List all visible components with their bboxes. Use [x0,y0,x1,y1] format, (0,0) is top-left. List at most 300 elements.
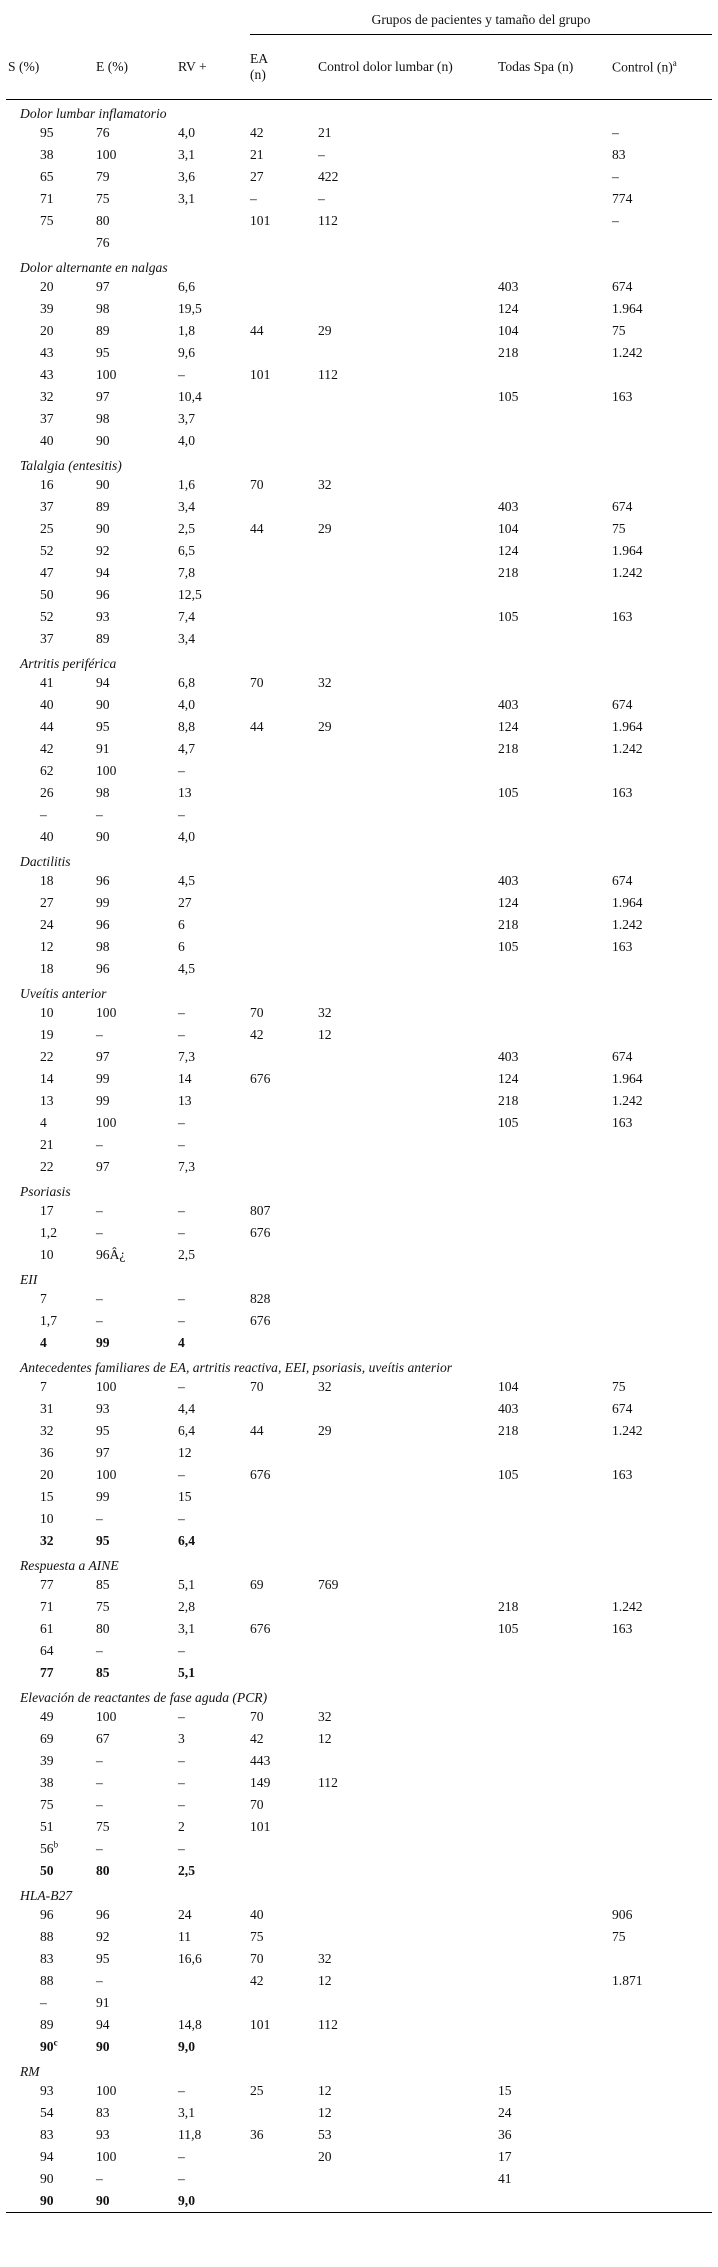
cell-rv: 8,8 [178,719,195,734]
table-row [6,518,712,540]
cell-control-lumbar [318,936,498,958]
cell-e: 99 [96,1335,110,1350]
cell-rv: 19,5 [178,301,202,316]
cell-control: 1.242 [612,741,643,756]
cell-control: 1.242 [612,1093,643,1108]
cell-rv: 6,4 [178,1423,195,1438]
table-row [6,694,712,716]
cell-e: 80 [96,213,110,228]
cell-spa [498,408,612,430]
table-row [6,1464,712,1486]
cell-rv: 13 [178,1093,192,1108]
cell-s: 15 [40,1489,54,1504]
cell-control-lumbar [318,1860,498,1882]
cell-e: 79 [96,169,110,184]
table-row [6,1200,712,1222]
footnote-marker: c [53,2037,58,2048]
cell-spa [498,1442,612,1464]
section-row [6,650,712,672]
cell-control-lumbar [318,342,498,364]
cell-spa [498,1662,612,1684]
table-row [6,430,712,452]
cell-s: 1,2 [40,1225,57,1240]
cell-control: 674 [612,1401,633,1416]
table-row [6,298,712,320]
cell-ea: 101 [250,213,271,228]
cell-control-lumbar [318,1156,498,1178]
cell-control-lumbar: 12 [318,1027,332,1042]
cell-e: 100 [96,763,117,778]
cell-spa [498,1156,612,1178]
table-row [6,1156,712,1178]
cell-control-lumbar: 21 [318,125,332,140]
cell-rv: 3,1 [178,191,195,206]
cell-control: 1.964 [612,301,643,316]
cell-control [612,2014,712,2036]
cell-rv: 4,0 [178,125,195,140]
cell-control-lumbar [318,1464,498,1486]
cell-s: 20 [40,1467,54,1482]
cell-rv: 4,5 [178,961,195,976]
table-row [6,672,712,694]
cell-ea: 101 [250,367,271,382]
cell-e: – [96,1225,103,1240]
cell-s: 37 [40,631,54,646]
cell-e: 90 [96,521,110,536]
cell-rv: 4 [178,1335,185,1350]
cell-spa [498,1640,612,1662]
cell-ea: 676 [250,1313,271,1328]
cell-control-lumbar [318,1090,498,1112]
cell-ea [250,936,318,958]
cell-ea [250,1992,318,2014]
table-row [6,210,712,232]
cell-rv: – [178,1313,185,1328]
section-row [6,1882,712,1904]
cell-control-lumbar [318,1904,498,1926]
cell-spa [498,2190,612,2213]
cell-s: 32 [40,1533,54,1548]
cell-control [612,2168,712,2190]
cell-e: 99 [96,1489,110,1504]
cell-s: 41 [40,675,54,690]
cell-rv: 4,0 [178,433,195,448]
table-row [6,1486,712,1508]
cell-control [612,1728,712,1750]
cell-control-lumbar: 12 [318,2105,332,2120]
table-row [6,2080,712,2102]
table-row [6,1398,712,1420]
cell-s: 31 [40,1401,54,1416]
cell-spa [498,584,612,606]
cell-e: – [96,1643,103,1658]
cell-spa [498,804,612,826]
cell-control [612,1024,712,1046]
cell-ea [250,540,318,562]
cell-control [612,2080,712,2102]
cell-ea: 42 [250,1027,264,1042]
cell-s: 20 [40,279,54,294]
cell-spa [498,1970,612,1992]
cell-ea: 676 [250,1621,271,1636]
cell-spa: 403 [498,697,519,712]
table-row [6,1376,712,1398]
cell-s: 93 [40,2083,54,2098]
table-row [6,958,712,980]
table-row [6,2146,712,2168]
cell-spa [498,166,612,188]
cell-control-lumbar [318,1244,498,1266]
cell-rv: – [178,2083,185,2098]
cell-ea [250,276,318,298]
cell-ea: 70 [250,1709,264,1724]
cell-rv: – [178,1797,185,1812]
cell-s: 16 [40,477,54,492]
cell-control-lumbar: 32 [318,1005,332,1020]
cell-control [612,232,712,254]
cell-rv: 3,1 [178,147,195,162]
col-header-e: E (%) [96,58,129,74]
cell-spa [498,1816,612,1838]
cell-e: 95 [96,1423,110,1438]
table-row [6,914,712,936]
cell-rv: 27 [178,895,192,910]
cell-e: 90 [96,829,110,844]
cell-ea [250,628,318,650]
cell-control-lumbar: 112 [318,1775,338,1790]
cell-spa [498,1750,612,1772]
cell-control: 163 [612,609,633,624]
table-row [6,1024,712,1046]
table-row [6,144,712,166]
cell-e: 98 [96,301,110,316]
cell-e: 92 [96,543,110,558]
cell-s: 36 [40,1445,54,1460]
table-row [6,1728,712,1750]
cell-e: 96 [96,587,110,602]
cell-s: 32 [40,389,54,404]
cell-spa [498,474,612,496]
cell-s: 32 [40,1423,54,1438]
table-row [6,1068,712,1090]
col-header-s: S (%) [8,58,40,74]
cell-e: – [96,1137,103,1152]
table-row [6,2102,712,2124]
cell-control: 674 [612,1049,633,1064]
cell-s: 24 [40,917,54,932]
cell-rv: 6,5 [178,543,195,558]
cell-s [6,232,96,254]
cell-spa: 218 [498,741,519,756]
cell-spa [498,430,612,452]
cell-rv: – [178,1753,185,1768]
cell-spa [498,1772,612,1794]
cell-ea [250,496,318,518]
cell-rv: – [178,1137,185,1152]
cell-s: 40 [40,697,54,712]
cell-ea [250,2036,318,2058]
cell-s: 88 [40,1973,54,1988]
cell-rv: 4,7 [178,741,195,756]
cell-rv: 9,0 [178,2190,250,2213]
cell-spa [498,1508,612,1530]
cell-control-lumbar [318,958,498,980]
cell-spa: 41 [498,2171,512,2186]
table-row [6,166,712,188]
cell-e: 75 [96,1599,110,1614]
cell-s: – [40,1995,47,2010]
cell-control-lumbar [318,1596,498,1618]
cell-ea [250,386,318,408]
cell-spa [498,1222,612,1244]
cell-e: 95 [96,345,110,360]
cell-control [612,1860,712,1882]
cell-s: 17 [40,1203,54,1218]
cell-control [612,1750,712,1772]
cell-s: 49 [40,1709,54,1724]
cell-e: – [96,1203,103,1218]
cell-ea [250,782,318,804]
cell-control-lumbar [318,1222,498,1244]
cell-spa: 403 [498,873,519,888]
cell-spa [498,1244,612,1266]
cell-control: 163 [612,1621,633,1636]
cell-e: 89 [96,631,110,646]
cell-control [612,2190,712,2213]
cell-s: 51 [40,1819,54,1834]
table-row [6,2168,712,2190]
cell-ea [250,408,318,430]
cell-ea: 44 [250,719,264,734]
cell-ea: 42 [250,125,264,140]
cell-ea [250,1838,318,1860]
cell-s: 75 [40,213,54,228]
cell-control [612,958,712,980]
cell-s: 21 [40,1137,54,1152]
cell-spa [498,1024,612,1046]
cell-spa [498,826,612,848]
cell-s: 4 [40,1115,47,1130]
cell-rv: 3,7 [178,411,195,426]
cell-ea: 828 [250,1291,271,1306]
cell-ea [250,1442,318,1464]
cell-control-lumbar [318,738,498,760]
cell-rv: – [178,1005,185,1020]
cell-control: 1.964 [612,1071,643,1086]
cell-control [612,1992,712,2014]
cell-ea [250,1134,318,1156]
cell-s: 83 [40,2127,54,2142]
section-row [6,1266,712,1288]
cell-e: 96 [96,961,110,976]
cell-e: 97 [96,389,110,404]
cell-control-lumbar [318,496,498,518]
cell-control-lumbar: 112 [318,2017,338,2032]
cell-spa: 105 [498,1115,519,1130]
cell-e: 90 [96,2039,110,2054]
cell-rv: 4,4 [178,1401,195,1416]
cell-rv: – [178,2171,185,2186]
cell-ea [250,870,318,892]
cell-ea: 70 [250,675,264,690]
cell-rv: 6,6 [178,279,195,294]
cell-e: 67 [96,1731,110,1746]
cell-control [612,760,712,782]
cell-s: 12 [40,939,54,954]
col-header-control-lumbar: Control dolor lumbar (n) [318,59,453,74]
cell-control-lumbar [318,2036,498,2058]
cell-s: 88 [40,1929,54,1944]
cell-ea [250,1486,318,1508]
section-row [6,100,712,123]
cell-rv: 1,6 [178,477,195,492]
cell-rv: – [178,763,185,778]
cell-spa: 124 [498,1071,519,1086]
cell-control [612,364,712,386]
cell-control-lumbar [318,540,498,562]
cell-ea: 21 [250,147,264,162]
section-title: Antecedentes familiares de EA, artritis reactiva, EEI, psoriasis, uveítis anterior [20,1360,453,1375]
table-row [6,1222,712,1244]
cell-rv: 3,1 [178,1621,195,1636]
cell-rv: – [178,1709,185,1724]
cell-control-lumbar [318,892,498,914]
table-row [6,716,712,738]
table-row [6,1772,712,1794]
table-row [6,1816,712,1838]
cell-control-lumbar: 32 [318,1709,332,1724]
cell-s: 52 [40,609,54,624]
cell-control [612,2036,712,2058]
cell-control-lumbar [318,1838,498,1860]
data-table [6,6,712,2213]
cell-spa: 218 [498,1599,519,1614]
cell-ea [250,738,318,760]
cell-control-lumbar: 12 [318,2083,332,2098]
section-row [6,452,712,474]
cell-control-lumbar [318,694,498,716]
cell-spa: 104 [498,323,519,338]
cell-control-lumbar: 112 [318,213,338,228]
cell-rv: – [178,1379,185,1394]
cell-e: – [96,1841,103,1856]
cell-s: 43 [40,345,54,360]
cell-e: 100 [96,2083,117,2098]
cell-control-lumbar [318,1288,498,1310]
cell-e: 80 [96,1863,110,1878]
cell-ea [250,1156,318,1178]
cell-control: 75 [612,323,626,338]
cell-s: 4 [40,1335,47,1350]
cell-control-lumbar [318,804,498,826]
cell-e: 96 [96,873,110,888]
cell-control: 1.242 [612,345,643,360]
cell-ea [250,826,318,848]
cell-s: 71 [40,1599,54,1614]
cell-e: 96Â¿ [96,1247,126,1262]
section-title: Elevación de reactantes de fase aguda (PCR) [20,1690,268,1705]
cell-s: 94 [40,2149,54,2164]
cell-ea [250,804,318,826]
cell-control: 75 [612,1929,626,1944]
table-row [6,1134,712,1156]
cell-control: 75 [612,1379,626,1394]
cell-spa: 403 [498,1049,519,1064]
cell-spa [498,1200,612,1222]
cell-e: 89 [96,323,110,338]
cell-control: 1.242 [612,917,643,932]
cell-control-lumbar: – [318,147,325,162]
table-row [6,1420,712,1442]
cell-ea: 676 [250,1467,271,1482]
cell-rv: 3 [178,1731,185,1746]
cell-e: 76 [96,125,110,140]
cell-ea: 676 [250,1071,271,1086]
cell-control: 163 [612,389,633,404]
cell-ea: 70 [250,1379,264,1394]
cell-ea: 25 [250,2083,264,2098]
section-title: HLA-B27 [20,1888,73,1903]
cell-ea [250,1662,318,1684]
cell-ea: 69 [250,1577,264,1592]
cell-rv: – [178,1511,185,1526]
table-row [6,386,712,408]
table-row [6,1860,712,1882]
section-row [6,1178,712,1200]
cell-spa: 218 [498,1093,519,1108]
cell-e: – [96,1027,103,1042]
cell-e: – [96,2171,103,2186]
cell-s: 43 [40,367,54,382]
cell-rv [178,210,250,232]
table-row [6,1706,712,1728]
cell-e: – [96,1511,103,1526]
cell-spa [498,1904,612,1926]
cell-s: 1,7 [40,1313,57,1328]
cell-e: 100 [96,367,117,382]
cell-control [612,1222,712,1244]
cell-spa [498,210,612,232]
cell-control-lumbar [318,1046,498,1068]
cell-e: 94 [96,565,110,580]
cell-s: 42 [40,741,54,756]
cell-control: 1.242 [612,565,643,580]
cell-ea: 27 [250,169,264,184]
cell-ea: 101 [250,1819,271,1834]
cell-e: 91 [96,741,110,756]
cell-e: 80 [96,1621,110,1636]
cell-control [612,1662,712,1684]
cell-rv: – [178,1225,185,1240]
cell-spa [498,1134,612,1156]
cell-spa: 218 [498,917,519,932]
cell-s: 10 [40,1247,54,1262]
cell-rv: 6 [178,939,185,954]
cell-e: 75 [96,1819,110,1834]
cell-s: 96 [40,1907,54,1922]
cell-control-lumbar [318,1750,498,1772]
col-header-control: Control $(n)^a$ [612,58,677,75]
cell-control [612,1574,712,1596]
cell-spa: 124 [498,895,519,910]
cell-s: 18 [40,961,54,976]
cell-control-lumbar: 422 [318,169,339,184]
cell-control-lumbar [318,1200,498,1222]
section-row [6,848,712,870]
cell-control: 163 [612,785,633,800]
cell-ea [250,1640,318,1662]
section-title: Artritis periférica [20,656,117,671]
